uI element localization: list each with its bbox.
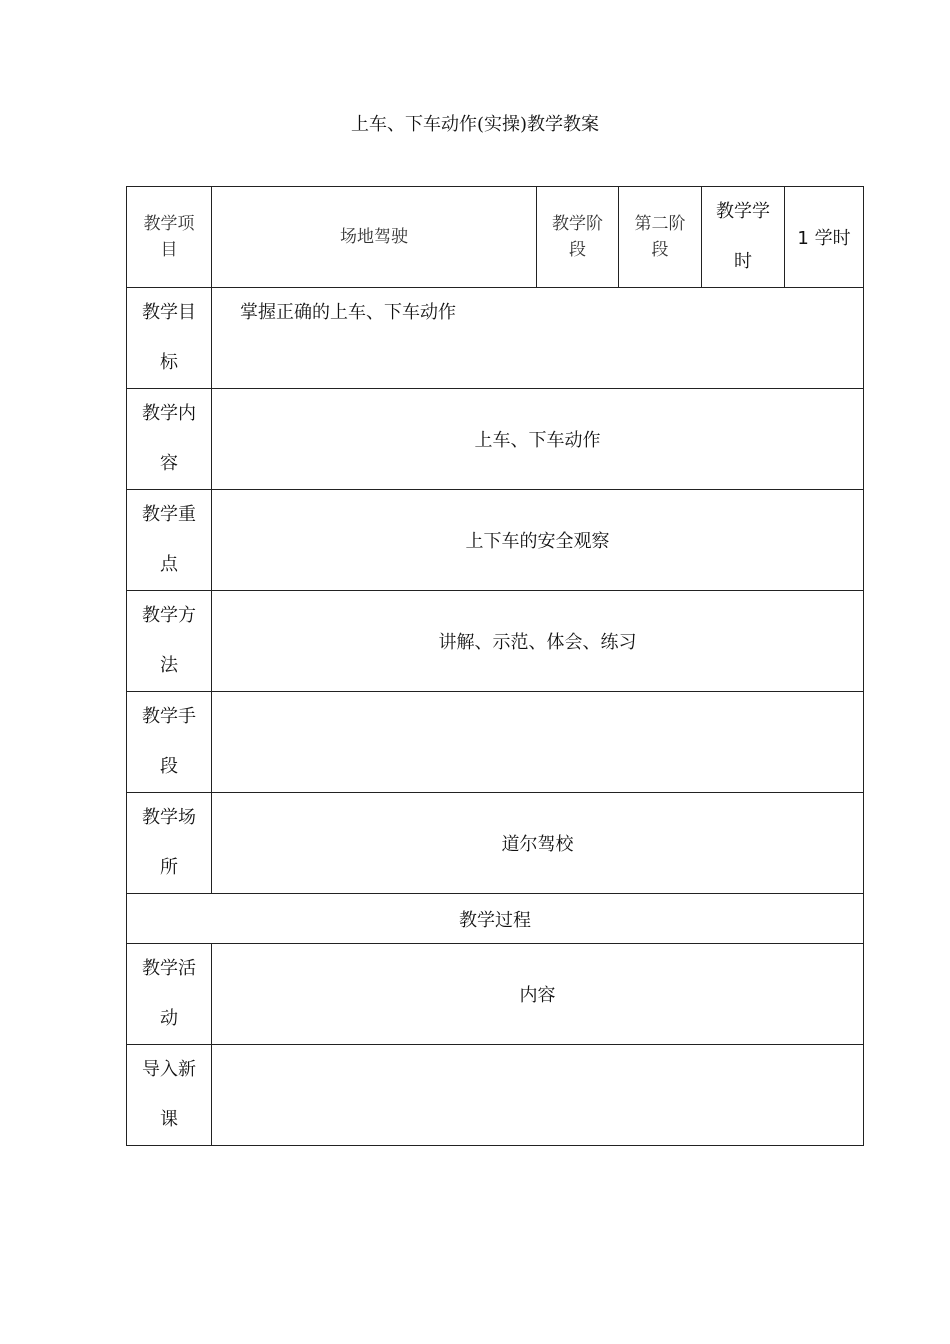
venue-value-cell <box>212 793 864 894</box>
stage-value: 第二阶段 <box>634 214 686 260</box>
means-row <box>127 692 864 793</box>
project-value-cell <box>212 187 537 288</box>
project-value: 场地驾驶 <box>340 227 408 247</box>
document-title: 上车、下车动作(实操)教学教案 <box>350 114 600 135</box>
objective-row <box>127 288 864 389</box>
objective-label: 教学目标 <box>142 302 196 373</box>
intro-label-cell <box>127 1045 212 1146</box>
intro-row <box>127 1045 864 1146</box>
project-label: 教学项目 <box>143 214 195 260</box>
methods-value: 讲解、示范、体会、练习 <box>438 632 637 653</box>
key-points-value: 上下车的安全观察 <box>465 531 610 552</box>
methods-label: 教学方法 <box>142 605 196 676</box>
key-points-label: 教学重点 <box>142 504 196 575</box>
methods-row <box>127 591 864 692</box>
activity-row <box>127 944 864 1045</box>
means-value-cell <box>212 692 864 793</box>
hours-value: 1 学时 <box>797 228 851 249</box>
content-row <box>127 389 864 490</box>
venue-row <box>127 793 864 894</box>
methods-label-cell <box>127 591 212 692</box>
intro-label: 导入新课 <box>142 1059 196 1130</box>
content-label: 教学内容 <box>142 403 196 474</box>
stage-label-cell <box>537 187 619 288</box>
header-row <box>127 187 864 288</box>
means-label-cell <box>127 692 212 793</box>
key-points-row <box>127 490 864 591</box>
intro-value-cell <box>212 1045 864 1146</box>
process-label-cell <box>127 894 864 944</box>
venue-label: 教学场所 <box>142 807 196 878</box>
objective-label-cell <box>127 288 212 389</box>
stage-value-cell <box>619 187 702 288</box>
process-label: 教学过程 <box>459 909 531 931</box>
means-label: 教学手段 <box>142 706 196 777</box>
content-label-cell <box>127 389 212 490</box>
objective-value-cell <box>212 288 864 389</box>
methods-value-cell <box>212 591 864 692</box>
venue-label-cell <box>127 793 212 894</box>
venue-value: 道尔驾校 <box>501 834 574 855</box>
lesson-plan-table <box>126 186 864 1146</box>
hours-value-cell <box>785 187 864 288</box>
content-value: 上车、下车动作 <box>474 430 601 451</box>
key-points-value-cell <box>212 490 864 591</box>
project-label-cell <box>127 187 212 288</box>
activity-value-cell <box>212 944 864 1045</box>
content-value-cell <box>212 389 864 490</box>
stage-label: 教学阶段 <box>552 214 603 260</box>
activity-label: 教学活动 <box>142 958 196 1029</box>
hours-label: 教学学时 <box>716 201 770 272</box>
activity-value: 内容 <box>519 985 556 1006</box>
objective-value: 掌握正确的上车、下车动作 <box>240 302 456 323</box>
process-row <box>127 894 864 944</box>
hours-label-cell <box>702 187 785 288</box>
key-points-label-cell <box>127 490 212 591</box>
activity-label-cell <box>127 944 212 1045</box>
